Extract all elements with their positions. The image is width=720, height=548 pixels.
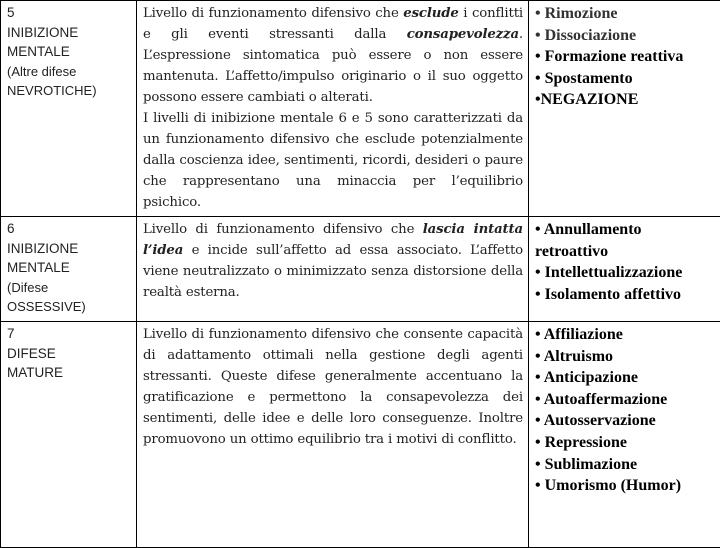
mechanism-item: • Rimozione <box>535 3 715 25</box>
mechanism-item: • Annullamento <box>535 219 715 241</box>
level-label-cell <box>1 217 137 322</box>
mechanism-item: •NEGAZIONE <box>535 89 715 111</box>
emphasis-text: consapevolezza <box>407 27 519 42</box>
level-label-cell <box>1 1 137 217</box>
mechanism-item: • Affiliazione <box>535 324 715 346</box>
mechanisms-cell <box>529 217 720 322</box>
level-title: MENTALE <box>7 258 131 278</box>
level-subtitle: OSSESSIVE) <box>7 297 131 317</box>
mechanism-item: • Sublimazione <box>535 454 715 476</box>
emphasis-text: esclude <box>403 6 458 21</box>
mechanism-item: • Umorismo (Humor) <box>535 475 715 497</box>
emphasis-text: lascia intatta l’idea <box>143 222 523 258</box>
level-label-cell <box>1 322 137 548</box>
level-title: DIFESE <box>7 344 131 364</box>
description-paragraph: Livello di funzionamento difensivo che consente capacità di adattamento ottimali nella gestione degli agenti stressanti. Queste difese generalmente accentuano la gratificazione e permettono la consapevolezza dei sentimenti, delle idee e delle loro conseguenze. Inoltre promuovono un ottimo equilibrio tra i motivi di conflitto. <box>143 324 523 450</box>
level-title: INIBIZIONE <box>7 239 131 259</box>
table-row-level-6 <box>1 217 720 322</box>
mechanism-item: • Autoaffermazione <box>535 389 715 411</box>
level-title: MENTALE <box>7 42 131 62</box>
level-number: 6 <box>7 219 131 239</box>
description-text: e incide sull’affetto ad essa associato. L’affetto viene neutralizzato o minimizzato senza distorsione della realtà esterna. <box>143 243 523 300</box>
description-text: i conflitti e gli eventi stressanti dalla <box>143 6 523 42</box>
level-title: MATURE <box>7 363 131 383</box>
description-text: Livello di funzionamento difensivo che <box>143 222 423 237</box>
description-cell <box>137 217 529 322</box>
description-paragraph <box>143 3 523 108</box>
mechanism-item: • Repressione <box>535 432 715 454</box>
table-row-level-5 <box>1 1 720 217</box>
description-text: Livello di funzionamento difensivo che <box>143 6 403 21</box>
mechanism-item: • Isolamento affettivo <box>535 284 715 306</box>
description-cell <box>137 322 529 548</box>
level-subtitle: (Difese <box>7 278 131 298</box>
description-paragraph <box>143 219 523 303</box>
mechanism-item: • Autosservazione <box>535 410 715 432</box>
mechanism-item: • Altruismo <box>535 346 715 368</box>
mechanisms-cell <box>529 322 720 548</box>
level-subtitle: NEVROTICHE) <box>7 81 131 101</box>
description-text: . L’espressione sintomatica può essere o non essere mantenuta. L’affetto/impulso originario o il suo oggetto possono essere cambiati o alterati. <box>143 27 523 105</box>
mechanisms-cell <box>529 1 720 217</box>
level-number: 7 <box>7 324 131 344</box>
level-number: 5 <box>7 3 131 23</box>
level-subtitle: (Altre difese <box>7 62 131 82</box>
description-cell <box>137 1 529 217</box>
mechanism-item: • Spostamento <box>535 68 715 90</box>
mechanism-item: • Dissociazione <box>535 25 715 47</box>
mechanism-item: • Intellettualizzazione <box>535 262 715 284</box>
table-row-level-7 <box>1 322 720 548</box>
level-title: INIBIZIONE <box>7 23 131 43</box>
mechanism-item: • Anticipazione <box>535 367 715 389</box>
mechanism-item: retroattivo <box>535 241 715 263</box>
mechanism-item: • Formazione reattiva <box>535 46 715 68</box>
description-paragraph: I livelli di inibizione mentale 6 e 5 sono caratterizzati da un funzionamento difensivo che esclude potenzialmente dalla coscienza idee, sentimenti, ricordi, desideri o paure che rappresentano una minaccia per l’equilibrio psichico. <box>143 108 523 213</box>
